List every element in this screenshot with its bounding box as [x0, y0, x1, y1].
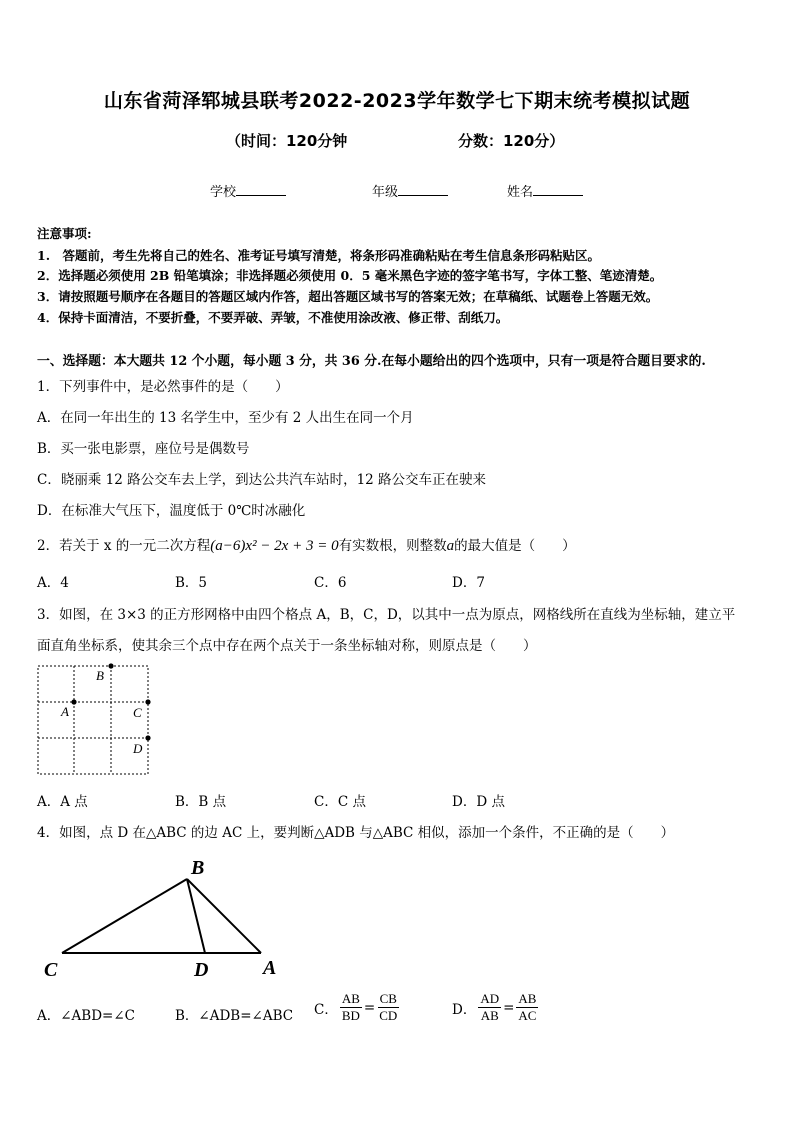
grade-blank: [398, 183, 448, 196]
q3-stem-line1: 3．如图，在 3×3 的正方形网格中由四个格点 A，B，C，D，以其中一点为原点，网格线所在直线为坐标轴，建立平: [37, 607, 736, 623]
q1-option-c: C．晓丽乘 12 路公交车去上学，到达公共汽车站时，12 路公交车正在驶来: [37, 472, 487, 488]
q2-option-d: D．7: [452, 575, 485, 591]
section-header: 一、选择题：本大题共 12 个小题，每小题 3 分，共 36 分.在每小题给出的四个选项中，只有一项是符合题目要求的.: [37, 354, 706, 369]
q2-stem-pre: 2．若关于 x 的一元二次方程: [37, 538, 211, 554]
fraction-ad-ab: [478, 991, 501, 1025]
q3-grid-figure: [36, 662, 156, 778]
q3-option-b: B．B 点: [175, 794, 227, 810]
school-field: [210, 181, 286, 200]
notes-heading: 注意事项:: [37, 226, 92, 241]
fraction-denominator: BD: [341, 1008, 360, 1024]
segment-bd: [187, 879, 205, 953]
point-d: [145, 735, 150, 740]
fraction-numerator: AD: [478, 991, 501, 1008]
q4-option-c: [314, 991, 401, 1025]
grade-field: [372, 181, 448, 200]
fraction-ab-ac: [516, 991, 538, 1025]
fraction-denominator: CD: [379, 1008, 398, 1024]
label-a: A: [61, 704, 69, 719]
equals-sign: =: [363, 999, 376, 1016]
fraction-denominator: AC: [518, 1008, 537, 1024]
label-a: A: [263, 957, 277, 979]
page-title: 山东省菏泽郓城县联考2022-2023学年数学七下期末统考模拟试题: [103, 90, 691, 112]
q1-stem: 1．下列事件中，是必然事件的是（ ）: [37, 379, 289, 395]
q2-option-a: A．4: [37, 575, 69, 591]
fraction-numerator: AB: [340, 991, 362, 1008]
fraction-denominator: AB: [480, 1008, 499, 1024]
q4-option-b: B．∠ADB=∠ABC: [175, 1008, 294, 1024]
q4-stem: 4．如图，点 D 在△ABC 的边 AC 上，要判断△ADB 与△ABC 相似，添加一个条件，不正确的是（ ）: [37, 825, 675, 841]
point-c: [145, 699, 150, 704]
q4-option-d: [452, 991, 540, 1025]
q4-option-c-prefix: C．: [314, 1001, 338, 1018]
point-b: [108, 663, 113, 668]
label-d: D: [194, 959, 209, 981]
q2-stem-post: 的最大值是（ ）: [454, 538, 576, 554]
q4-option-a: A．∠ABD=∠C: [37, 1008, 136, 1024]
q4-option-d-prefix: D．: [452, 1001, 477, 1018]
score-label: 分数：120分）: [458, 132, 565, 150]
q2-stem-mid: 有实数根，则整数: [338, 538, 447, 554]
side-ba: [187, 879, 261, 953]
label-c: C: [133, 705, 142, 720]
note-item-2: 2．选择题必须使用 2B 铅笔填涂；非选择题必须使用 0．5 毫米黑色字迹的签字笔书写，字体工整、笔迹清楚。: [37, 268, 663, 283]
note-item-1: 1. 答题前，考生先将自己的姓名、准考证号填写清楚，将条形码准确粘贴在考生信息条形码粘贴区。: [37, 248, 601, 263]
q3-option-c: C．C 点: [314, 794, 366, 810]
note-item-4: 4．保持卡面清洁，不要折叠，不要弄破、弄皱，不准使用涂改液、修正带、刮纸刀。: [37, 310, 509, 325]
q1-option-d: D．在标准大气压下，温度低于 0℃时冰融化: [37, 503, 306, 519]
q2-option-c: C．6: [314, 575, 347, 591]
q3-option-a: A．A 点: [37, 794, 88, 810]
label-b: B: [191, 857, 205, 879]
fraction-numerator: CB: [378, 991, 399, 1008]
fraction-ab-bd: [340, 991, 362, 1025]
label-c: C: [44, 959, 58, 981]
q2-stem: [37, 534, 576, 555]
q1-option-b: B．买一张电影票，座位号是偶数号: [37, 441, 250, 457]
name-field: [507, 181, 583, 200]
school-blank: [236, 183, 286, 196]
school-label: 学校: [210, 185, 237, 200]
q2-var: a: [446, 538, 455, 554]
q4-triangle-figure: [38, 852, 298, 982]
fraction-cb-cd: [377, 991, 399, 1025]
note-item-3: 3．请按照题号顺序在各题目的答题区域内作答，超出答题区域书写的答案无效；在草稿纸、试题卷上答题无效。: [37, 289, 659, 304]
point-a: [71, 699, 76, 704]
q3-stem-line2: 面直角坐标系，使其余三个点中存在两个点关于一条坐标轴对称，则原点是（ ）: [37, 638, 537, 654]
q1-option-a: A．在同一年出生的 13 名学生中，至少有 2 人出生在同一个月: [37, 410, 414, 426]
time-label: （时间：120分钟: [226, 132, 348, 150]
name-blank: [533, 183, 583, 196]
q2-option-b: B．5: [175, 575, 208, 591]
name-label: 姓名: [507, 185, 534, 200]
grade-label: 年级: [372, 185, 399, 200]
fraction-numerator: AB: [516, 991, 538, 1008]
q2-equation: (a−6)x² − 2x + 3 = 0: [210, 538, 339, 554]
grid-border: [38, 666, 148, 774]
q3-option-d: D．D 点: [452, 794, 505, 810]
equals-sign: =: [503, 999, 515, 1016]
side-cb: [62, 879, 187, 953]
label-b: B: [96, 668, 104, 683]
label-d: D: [133, 741, 143, 756]
